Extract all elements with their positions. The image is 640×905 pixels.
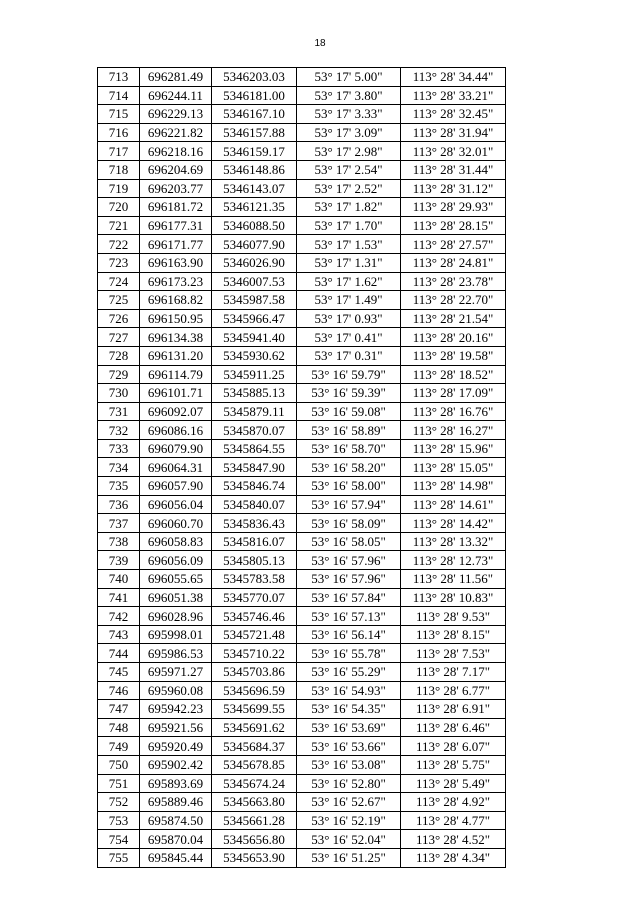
northing-cell: 5346148.86 bbox=[212, 160, 297, 179]
point-number-cell: 714 bbox=[98, 86, 140, 105]
longitude-cell: 113° 28' 17.09" bbox=[401, 384, 506, 403]
table-row bbox=[98, 216, 506, 235]
point-number-cell: 750 bbox=[98, 755, 140, 774]
longitude-cell: 113° 28' 12.73" bbox=[401, 551, 506, 570]
table-row bbox=[98, 514, 506, 533]
point-number-cell: 726 bbox=[98, 309, 140, 328]
latitude-cell: 53° 17' 3.33" bbox=[297, 105, 401, 124]
point-number-cell: 749 bbox=[98, 737, 140, 756]
northing-cell: 5345885.13 bbox=[212, 384, 297, 403]
northing-cell: 5346159.17 bbox=[212, 142, 297, 161]
point-number-cell: 716 bbox=[98, 123, 140, 142]
point-number-cell: 730 bbox=[98, 384, 140, 403]
table-row bbox=[98, 198, 506, 217]
latitude-cell: 53° 16' 59.79" bbox=[297, 365, 401, 384]
easting-cell: 696150.95 bbox=[140, 309, 212, 328]
easting-cell: 695986.53 bbox=[140, 644, 212, 663]
point-number-cell: 729 bbox=[98, 365, 140, 384]
point-number-cell: 725 bbox=[98, 291, 140, 310]
latitude-cell: 53° 17' 1.49" bbox=[297, 291, 401, 310]
northing-cell: 5346157.88 bbox=[212, 123, 297, 142]
northing-cell: 5345836.43 bbox=[212, 514, 297, 533]
easting-cell: 696056.04 bbox=[140, 495, 212, 514]
table-row bbox=[98, 625, 506, 644]
northing-cell: 5345710.22 bbox=[212, 644, 297, 663]
northing-cell: 5346088.50 bbox=[212, 216, 297, 235]
longitude-cell: 113° 28' 21.54" bbox=[401, 309, 506, 328]
latitude-cell: 53° 16' 57.94" bbox=[297, 495, 401, 514]
point-number-cell: 745 bbox=[98, 663, 140, 682]
latitude-cell: 53° 17' 3.80" bbox=[297, 86, 401, 105]
table-row bbox=[98, 755, 506, 774]
easting-cell: 696177.31 bbox=[140, 216, 212, 235]
easting-cell: 696229.13 bbox=[140, 105, 212, 124]
northing-cell: 5346181.00 bbox=[212, 86, 297, 105]
easting-cell: 696181.72 bbox=[140, 198, 212, 217]
easting-cell: 696060.70 bbox=[140, 514, 212, 533]
latitude-cell: 53° 16' 59.39" bbox=[297, 384, 401, 403]
easting-cell: 695893.69 bbox=[140, 774, 212, 793]
table-row bbox=[98, 384, 506, 403]
easting-cell: 696101.71 bbox=[140, 384, 212, 403]
table-row bbox=[98, 123, 506, 142]
northing-cell: 5345840.07 bbox=[212, 495, 297, 514]
longitude-cell: 113° 28' 10.83" bbox=[401, 588, 506, 607]
northing-cell: 5345674.24 bbox=[212, 774, 297, 793]
table-row bbox=[98, 439, 506, 458]
latitude-cell: 53° 17' 1.82" bbox=[297, 198, 401, 217]
easting-cell: 695845.44 bbox=[140, 848, 212, 867]
point-number-cell: 735 bbox=[98, 477, 140, 496]
latitude-cell: 53° 17' 0.31" bbox=[297, 346, 401, 365]
longitude-cell: 113° 28' 23.78" bbox=[401, 272, 506, 291]
latitude-cell: 53° 16' 57.84" bbox=[297, 588, 401, 607]
point-number-cell: 731 bbox=[98, 402, 140, 421]
point-number-cell: 733 bbox=[98, 439, 140, 458]
longitude-cell: 113° 28' 14.42" bbox=[401, 514, 506, 533]
point-number-cell: 715 bbox=[98, 105, 140, 124]
northing-cell: 5345678.85 bbox=[212, 755, 297, 774]
latitude-cell: 53° 17' 2.52" bbox=[297, 179, 401, 198]
table-row bbox=[98, 774, 506, 793]
longitude-cell: 113° 28' 4.34" bbox=[401, 848, 506, 867]
latitude-cell: 53° 16' 51.25" bbox=[297, 848, 401, 867]
latitude-cell: 53° 16' 54.35" bbox=[297, 700, 401, 719]
latitude-cell: 53° 17' 1.31" bbox=[297, 253, 401, 272]
longitude-cell: 113° 28' 32.01" bbox=[401, 142, 506, 161]
table-row bbox=[98, 570, 506, 589]
northing-cell: 5346026.90 bbox=[212, 253, 297, 272]
point-number-cell: 742 bbox=[98, 607, 140, 626]
longitude-cell: 113° 28' 4.77" bbox=[401, 811, 506, 830]
page-number: 18 bbox=[314, 38, 326, 49]
easting-cell: 696171.77 bbox=[140, 235, 212, 254]
northing-cell: 5346007.53 bbox=[212, 272, 297, 291]
easting-cell: 695889.46 bbox=[140, 793, 212, 812]
northing-cell: 5345663.80 bbox=[212, 793, 297, 812]
northing-cell: 5345847.90 bbox=[212, 458, 297, 477]
northing-cell: 5345966.47 bbox=[212, 309, 297, 328]
latitude-cell: 53° 17' 1.62" bbox=[297, 272, 401, 291]
easting-cell: 696064.31 bbox=[140, 458, 212, 477]
longitude-cell: 113° 28' 19.58" bbox=[401, 346, 506, 365]
table-row bbox=[98, 848, 506, 867]
longitude-cell: 113° 28' 34.44" bbox=[401, 68, 506, 87]
easting-cell: 696168.82 bbox=[140, 291, 212, 310]
latitude-cell: 53° 17' 3.09" bbox=[297, 123, 401, 142]
point-number-cell: 722 bbox=[98, 235, 140, 254]
northing-cell: 5346203.03 bbox=[212, 68, 297, 87]
point-number-cell: 743 bbox=[98, 625, 140, 644]
point-number-cell: 713 bbox=[98, 68, 140, 87]
table-row bbox=[98, 402, 506, 421]
northing-cell: 5345699.55 bbox=[212, 700, 297, 719]
table-row bbox=[98, 253, 506, 272]
easting-cell: 696218.16 bbox=[140, 142, 212, 161]
longitude-cell: 113° 28' 31.12" bbox=[401, 179, 506, 198]
easting-cell: 696134.38 bbox=[140, 328, 212, 347]
latitude-cell: 53° 17' 1.53" bbox=[297, 235, 401, 254]
table-row bbox=[98, 142, 506, 161]
table-row bbox=[98, 793, 506, 812]
table-row bbox=[98, 328, 506, 347]
latitude-cell: 53° 16' 58.05" bbox=[297, 532, 401, 551]
northing-cell: 5345770.07 bbox=[212, 588, 297, 607]
latitude-cell: 53° 16' 52.19" bbox=[297, 811, 401, 830]
point-number-cell: 752 bbox=[98, 793, 140, 812]
easting-cell: 696051.38 bbox=[140, 588, 212, 607]
table-row bbox=[98, 105, 506, 124]
easting-cell: 696086.16 bbox=[140, 421, 212, 440]
northing-cell: 5345691.62 bbox=[212, 718, 297, 737]
easting-cell: 696092.07 bbox=[140, 402, 212, 421]
longitude-cell: 113° 28' 18.52" bbox=[401, 365, 506, 384]
table-row bbox=[98, 718, 506, 737]
table-row bbox=[98, 477, 506, 496]
longitude-cell: 113° 28' 24.81" bbox=[401, 253, 506, 272]
table-row bbox=[98, 737, 506, 756]
table-row bbox=[98, 830, 506, 849]
table-row bbox=[98, 86, 506, 105]
easting-cell: 696173.23 bbox=[140, 272, 212, 291]
longitude-cell: 113° 28' 14.98" bbox=[401, 477, 506, 496]
northing-cell: 5345941.40 bbox=[212, 328, 297, 347]
northing-cell: 5345653.90 bbox=[212, 848, 297, 867]
longitude-cell: 113° 28' 31.94" bbox=[401, 123, 506, 142]
longitude-cell: 113° 28' 4.52" bbox=[401, 830, 506, 849]
easting-cell: 696057.90 bbox=[140, 477, 212, 496]
easting-cell: 696131.20 bbox=[140, 346, 212, 365]
easting-cell: 696281.49 bbox=[140, 68, 212, 87]
easting-cell: 696163.90 bbox=[140, 253, 212, 272]
point-number-cell: 755 bbox=[98, 848, 140, 867]
northing-cell: 5346077.90 bbox=[212, 235, 297, 254]
longitude-cell: 113° 28' 22.70" bbox=[401, 291, 506, 310]
longitude-cell: 113° 28' 28.15" bbox=[401, 216, 506, 235]
northing-cell: 5346167.10 bbox=[212, 105, 297, 124]
coordinate-table bbox=[97, 67, 506, 868]
easting-cell: 695960.08 bbox=[140, 681, 212, 700]
latitude-cell: 53° 16' 58.70" bbox=[297, 439, 401, 458]
longitude-cell: 113° 28' 15.96" bbox=[401, 439, 506, 458]
point-number-cell: 720 bbox=[98, 198, 140, 217]
easting-cell: 695942.23 bbox=[140, 700, 212, 719]
point-number-cell: 738 bbox=[98, 532, 140, 551]
table-row bbox=[98, 588, 506, 607]
latitude-cell: 53° 16' 55.78" bbox=[297, 644, 401, 663]
longitude-cell: 113° 28' 6.07" bbox=[401, 737, 506, 756]
point-number-cell: 724 bbox=[98, 272, 140, 291]
easting-cell: 696203.77 bbox=[140, 179, 212, 198]
northing-cell: 5345870.07 bbox=[212, 421, 297, 440]
longitude-cell: 113° 28' 16.76" bbox=[401, 402, 506, 421]
easting-cell: 695920.49 bbox=[140, 737, 212, 756]
point-number-cell: 736 bbox=[98, 495, 140, 514]
table-row bbox=[98, 700, 506, 719]
northing-cell: 5345864.55 bbox=[212, 439, 297, 458]
latitude-cell: 53° 16' 58.09" bbox=[297, 514, 401, 533]
easting-cell: 695998.01 bbox=[140, 625, 212, 644]
latitude-cell: 53° 16' 52.04" bbox=[297, 830, 401, 849]
longitude-cell: 113° 28' 13.32" bbox=[401, 532, 506, 551]
easting-cell: 696055.65 bbox=[140, 570, 212, 589]
longitude-cell: 113° 28' 15.05" bbox=[401, 458, 506, 477]
table-row bbox=[98, 681, 506, 700]
longitude-cell: 113° 28' 9.53" bbox=[401, 607, 506, 626]
northing-cell: 5345930.62 bbox=[212, 346, 297, 365]
table-row bbox=[98, 291, 506, 310]
table-row bbox=[98, 235, 506, 254]
latitude-cell: 53° 16' 57.96" bbox=[297, 551, 401, 570]
table-row bbox=[98, 346, 506, 365]
easting-cell: 696204.69 bbox=[140, 160, 212, 179]
northing-cell: 5346143.07 bbox=[212, 179, 297, 198]
point-number-cell: 734 bbox=[98, 458, 140, 477]
latitude-cell: 53° 17' 0.93" bbox=[297, 309, 401, 328]
northing-cell: 5345721.48 bbox=[212, 625, 297, 644]
latitude-cell: 53° 16' 52.67" bbox=[297, 793, 401, 812]
latitude-cell: 53° 16' 58.00" bbox=[297, 477, 401, 496]
northing-cell: 5345746.46 bbox=[212, 607, 297, 626]
table-row bbox=[98, 551, 506, 570]
longitude-cell: 113° 28' 6.77" bbox=[401, 681, 506, 700]
point-number-cell: 747 bbox=[98, 700, 140, 719]
point-number-cell: 744 bbox=[98, 644, 140, 663]
point-number-cell: 753 bbox=[98, 811, 140, 830]
table-row bbox=[98, 309, 506, 328]
easting-cell: 696221.82 bbox=[140, 123, 212, 142]
table-row bbox=[98, 644, 506, 663]
latitude-cell: 53° 17' 2.54" bbox=[297, 160, 401, 179]
easting-cell: 696056.09 bbox=[140, 551, 212, 570]
longitude-cell: 113° 28' 5.75" bbox=[401, 755, 506, 774]
latitude-cell: 53° 16' 56.14" bbox=[297, 625, 401, 644]
coordinate-table-body bbox=[98, 68, 506, 868]
latitude-cell: 53° 16' 54.93" bbox=[297, 681, 401, 700]
longitude-cell: 113° 28' 29.93" bbox=[401, 198, 506, 217]
northing-cell: 5345684.37 bbox=[212, 737, 297, 756]
point-number-cell: 739 bbox=[98, 551, 140, 570]
easting-cell: 696244.11 bbox=[140, 86, 212, 105]
point-number-cell: 746 bbox=[98, 681, 140, 700]
easting-cell: 695874.50 bbox=[140, 811, 212, 830]
easting-cell: 696058.83 bbox=[140, 532, 212, 551]
point-number-cell: 754 bbox=[98, 830, 140, 849]
longitude-cell: 113° 28' 6.91" bbox=[401, 700, 506, 719]
latitude-cell: 53° 16' 58.89" bbox=[297, 421, 401, 440]
point-number-cell: 728 bbox=[98, 346, 140, 365]
latitude-cell: 53° 16' 57.96" bbox=[297, 570, 401, 589]
table-row bbox=[98, 179, 506, 198]
latitude-cell: 53° 16' 53.08" bbox=[297, 755, 401, 774]
easting-cell: 695870.04 bbox=[140, 830, 212, 849]
point-number-cell: 721 bbox=[98, 216, 140, 235]
northing-cell: 5346121.35 bbox=[212, 198, 297, 217]
northing-cell: 5345816.07 bbox=[212, 532, 297, 551]
latitude-cell: 53° 16' 52.80" bbox=[297, 774, 401, 793]
northing-cell: 5345805.13 bbox=[212, 551, 297, 570]
latitude-cell: 53° 16' 59.08" bbox=[297, 402, 401, 421]
point-number-cell: 740 bbox=[98, 570, 140, 589]
point-number-cell: 727 bbox=[98, 328, 140, 347]
table-row bbox=[98, 811, 506, 830]
northing-cell: 5345911.25 bbox=[212, 365, 297, 384]
table-row bbox=[98, 160, 506, 179]
northing-cell: 5345783.58 bbox=[212, 570, 297, 589]
point-number-cell: 718 bbox=[98, 160, 140, 179]
table-row bbox=[98, 532, 506, 551]
easting-cell: 695902.42 bbox=[140, 755, 212, 774]
latitude-cell: 53° 17' 5.00" bbox=[297, 68, 401, 87]
latitude-cell: 53° 16' 58.20" bbox=[297, 458, 401, 477]
longitude-cell: 113° 28' 33.21" bbox=[401, 86, 506, 105]
point-number-cell: 732 bbox=[98, 421, 140, 440]
point-number-cell: 751 bbox=[98, 774, 140, 793]
longitude-cell: 113° 28' 5.49" bbox=[401, 774, 506, 793]
point-number-cell: 719 bbox=[98, 179, 140, 198]
table-row bbox=[98, 663, 506, 682]
table-row bbox=[98, 365, 506, 384]
longitude-cell: 113° 28' 7.53" bbox=[401, 644, 506, 663]
longitude-cell: 113° 28' 14.61" bbox=[401, 495, 506, 514]
northing-cell: 5345656.80 bbox=[212, 830, 297, 849]
easting-cell: 695921.56 bbox=[140, 718, 212, 737]
northing-cell: 5345846.74 bbox=[212, 477, 297, 496]
point-number-cell: 748 bbox=[98, 718, 140, 737]
point-number-cell: 741 bbox=[98, 588, 140, 607]
latitude-cell: 53° 16' 57.13" bbox=[297, 607, 401, 626]
easting-cell: 696079.90 bbox=[140, 439, 212, 458]
easting-cell: 696114.79 bbox=[140, 365, 212, 384]
point-number-cell: 723 bbox=[98, 253, 140, 272]
latitude-cell: 53° 17' 1.70" bbox=[297, 216, 401, 235]
table-row bbox=[98, 458, 506, 477]
table-row bbox=[98, 607, 506, 626]
longitude-cell: 113° 28' 7.17" bbox=[401, 663, 506, 682]
point-number-cell: 717 bbox=[98, 142, 140, 161]
table-row bbox=[98, 272, 506, 291]
latitude-cell: 53° 16' 53.66" bbox=[297, 737, 401, 756]
northing-cell: 5345879.11 bbox=[212, 402, 297, 421]
longitude-cell: 113° 28' 11.56" bbox=[401, 570, 506, 589]
longitude-cell: 113° 28' 31.44" bbox=[401, 160, 506, 179]
northing-cell: 5345696.59 bbox=[212, 681, 297, 700]
table-row bbox=[98, 421, 506, 440]
table-row bbox=[98, 68, 506, 87]
latitude-cell: 53° 17' 0.41" bbox=[297, 328, 401, 347]
longitude-cell: 113° 28' 4.92" bbox=[401, 793, 506, 812]
northing-cell: 5345703.86 bbox=[212, 663, 297, 682]
longitude-cell: 113° 28' 20.16" bbox=[401, 328, 506, 347]
latitude-cell: 53° 17' 2.98" bbox=[297, 142, 401, 161]
point-number-cell: 737 bbox=[98, 514, 140, 533]
longitude-cell: 113° 28' 32.45" bbox=[401, 105, 506, 124]
northing-cell: 5345987.58 bbox=[212, 291, 297, 310]
easting-cell: 696028.96 bbox=[140, 607, 212, 626]
latitude-cell: 53° 16' 55.29" bbox=[297, 663, 401, 682]
latitude-cell: 53° 16' 53.69" bbox=[297, 718, 401, 737]
longitude-cell: 113° 28' 8.15" bbox=[401, 625, 506, 644]
longitude-cell: 113° 28' 16.27" bbox=[401, 421, 506, 440]
easting-cell: 695971.27 bbox=[140, 663, 212, 682]
longitude-cell: 113° 28' 27.57" bbox=[401, 235, 506, 254]
northing-cell: 5345661.28 bbox=[212, 811, 297, 830]
longitude-cell: 113° 28' 6.46" bbox=[401, 718, 506, 737]
table-row bbox=[98, 495, 506, 514]
